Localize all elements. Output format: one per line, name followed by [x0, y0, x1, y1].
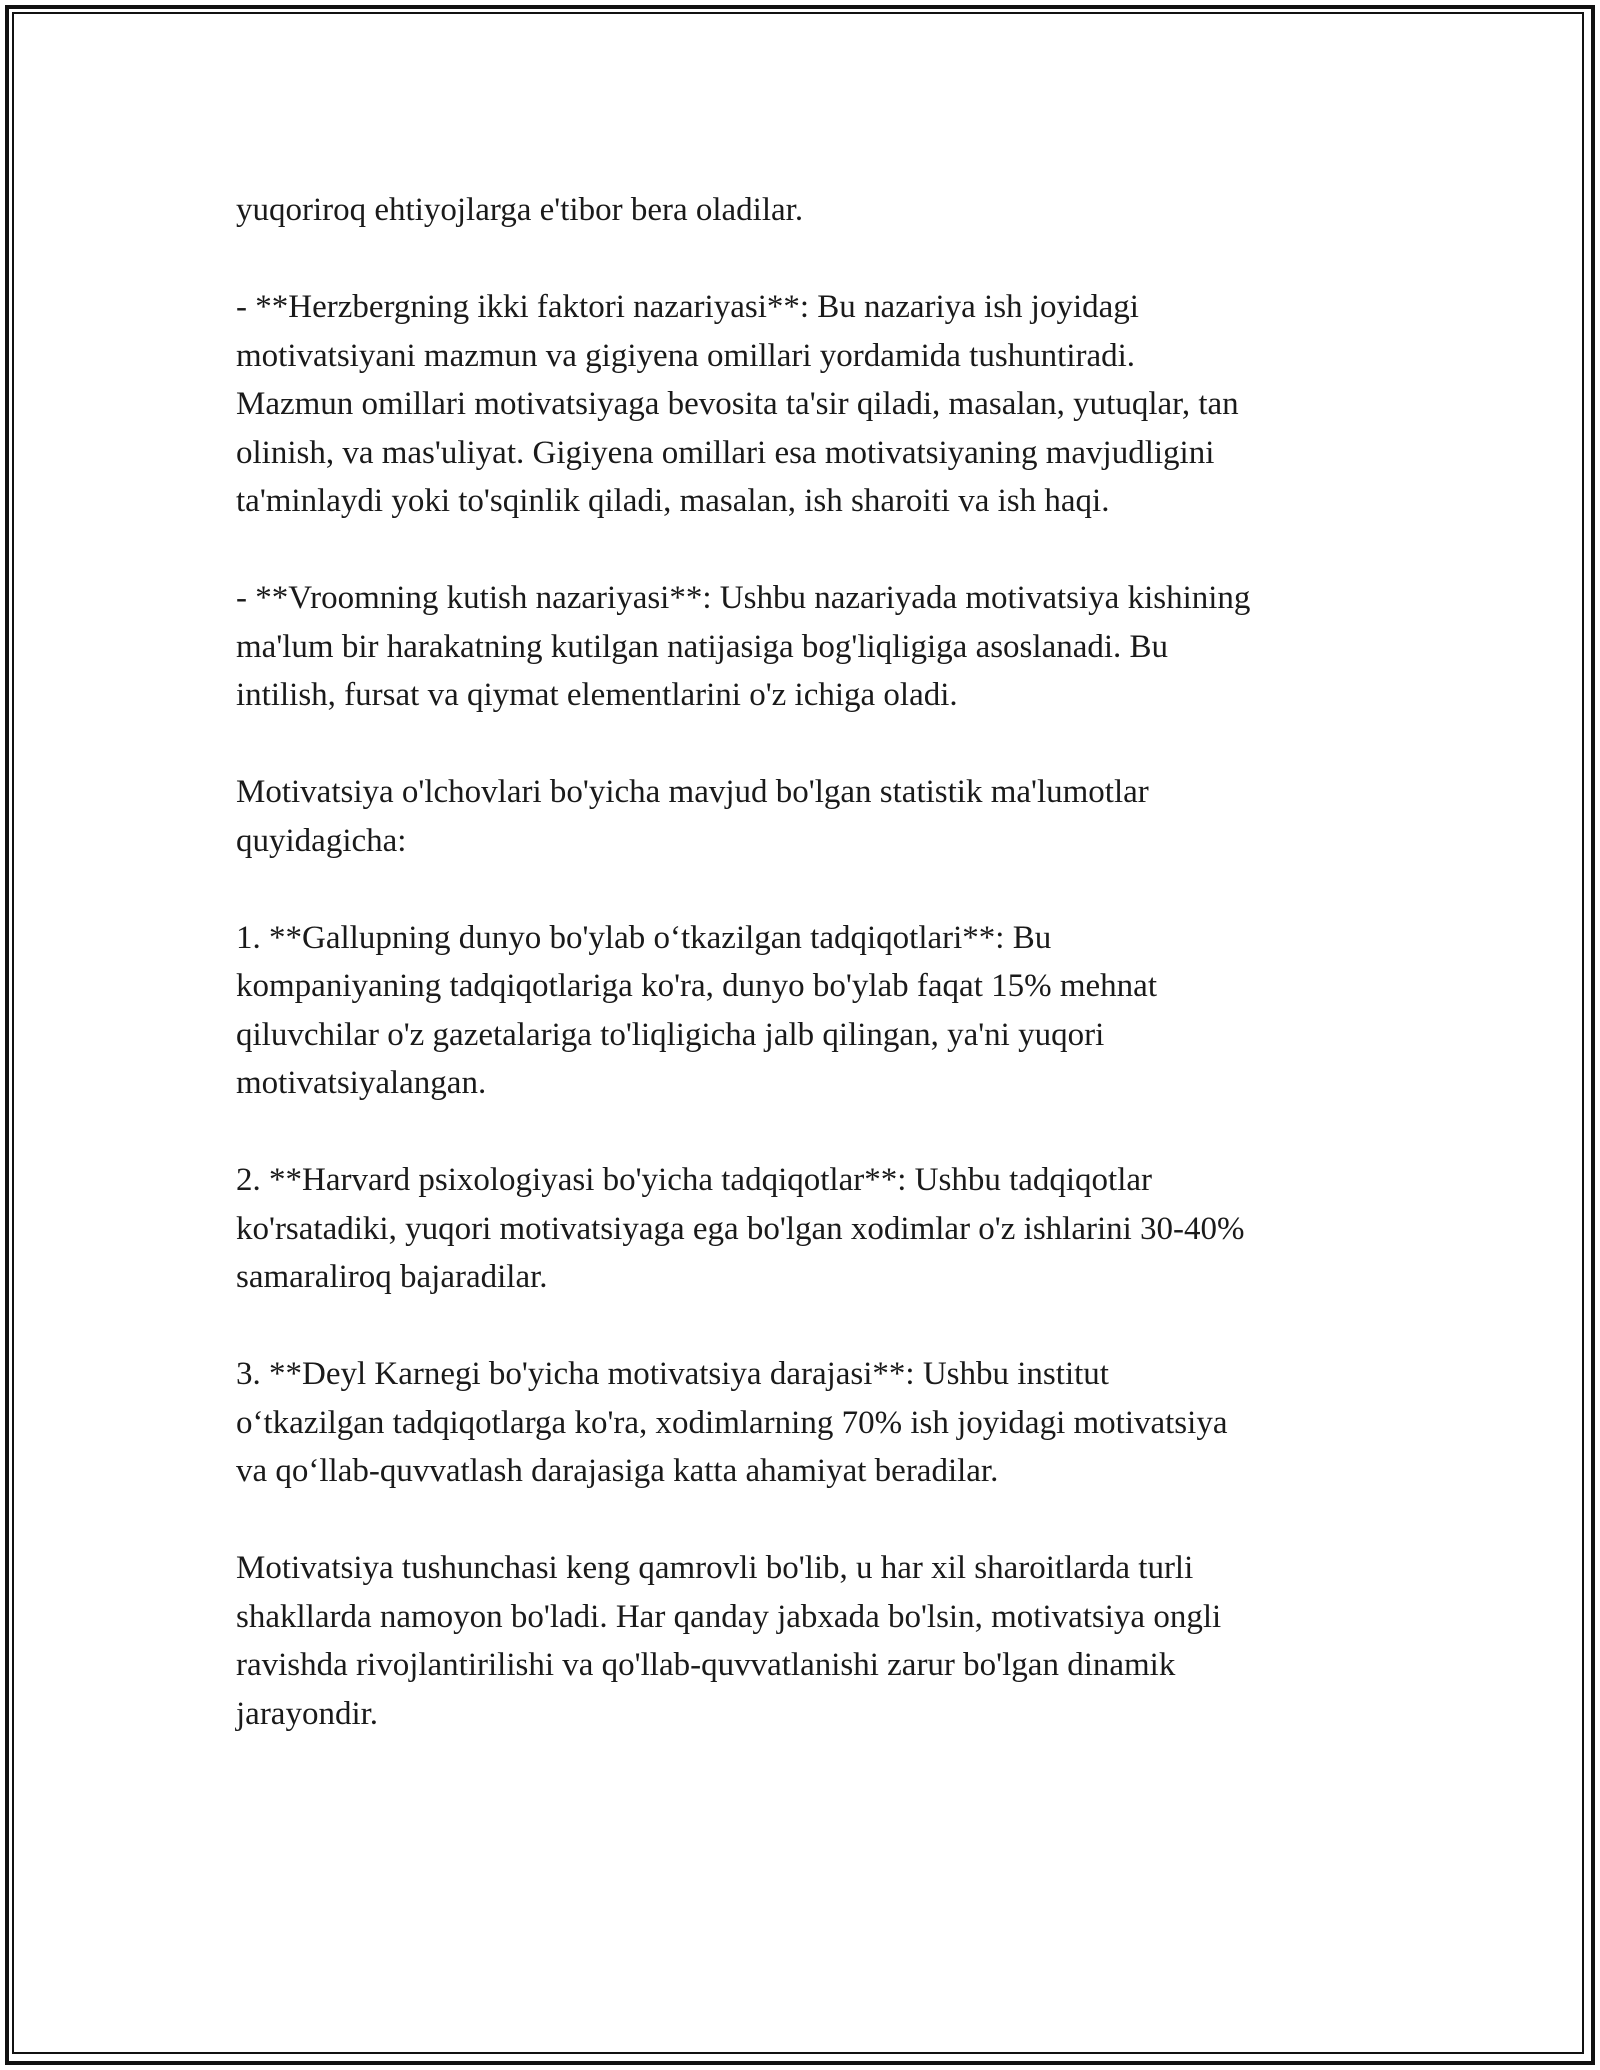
text-line: quyidagicha:: [236, 822, 407, 859]
text-line: Mazmun omillari motivatsiyaga bevosita ta'sir qiladi, masalan, yutuqlar, tan: [236, 386, 1239, 422]
document-body: [236, 186, 1376, 1738]
text-line: kompaniyaning tadqiqotlariga ko'ra, dunyo bo'ylab faqat 15% mehnat: [236, 968, 1157, 1004]
text-line: o‘tkazilgan tadqiqotlarga ko'ra, xodimlarning 70% ish joyidagi motivatsiya: [236, 1404, 1228, 1441]
text-line: 2. **Harvard psixologiyasi bo'yicha tadqiqotlar**: Ushbu tadqiqotlar: [236, 1162, 1153, 1198]
text-line: - **Herzbergning ikki faktori nazariyasi**: Bu nazariya ish joyidagi: [236, 289, 1139, 325]
text-line: yuqoriroq ehtiyojlarga e'tibor bera oladilar.: [236, 192, 804, 228]
text-line: shakllarda namoyon bo'ladi. Har qanday jabxada bo'lsin, motivatsiya ongli: [236, 1598, 1222, 1635]
text-line: 1. **Gallupning dunyo bo'ylab o‘tkazilgan tadqiqotlari**: Bu: [236, 919, 1052, 956]
list-item-gallup: [236, 914, 1376, 1108]
text-line: samaraliroq bajaradilar.: [236, 1259, 548, 1295]
list-item-harvard: [236, 1156, 1376, 1302]
text-line: ma'lum bir harakatning kutilgan natijasiga bog'liqligiga asoslanadi. Bu: [236, 628, 1169, 665]
text-line: 3. **Deyl Karnegi bo'yicha motivatsiya darajasi**: Ushbu institut: [236, 1356, 1109, 1392]
text-line: motivatsiyani mazmun va gigiyena omillari yordamida tushuntiradi.: [236, 337, 1136, 374]
paragraph-herzberg-theory: [236, 283, 1376, 526]
paragraph-statistics-intro: [236, 768, 1376, 865]
text-line: ravishda rivojlantirilishi va qo'llab-quvvatlanishi zarur bo'lgan dinamik: [236, 1647, 1176, 1683]
list-item-carnegie: [236, 1350, 1376, 1496]
text-line: Motivatsiya o'lchovlari bo'yicha mavjud bo'lgan statistik ma'lumotlar: [236, 774, 1149, 810]
text-line: va qo‘llab-quvvatlash darajasiga katta ahamiyat beradilar.: [236, 1453, 999, 1489]
text-line: Motivatsiya tushunchasi keng qamrovli bo'lib, u har xil sharoitlarda turli: [236, 1550, 1194, 1586]
text-line: qiluvchilar o'z gazetalariga to'liqligicha jalb qilingan, ya'ni yuqori: [236, 1016, 1105, 1053]
paragraph-vroom-theory: [236, 574, 1376, 720]
text-line: ta'minlaydi yoki to'sqinlik qiladi, masalan, ish sharoiti va ish haqi.: [236, 483, 1110, 519]
paragraph-conclusion: [236, 1544, 1376, 1738]
text-line: intilish, fursat va qiymat elementlarini o'z ichiga oladi.: [236, 677, 958, 713]
text-line: jarayondir.: [236, 1695, 379, 1732]
text-line: motivatsiyalangan.: [236, 1065, 487, 1101]
text-line: olinish, va mas'uliyat. Gigiyena omillari esa motivatsiyaning mavjudligini: [236, 434, 1215, 471]
text-line: - **Vroomning kutish nazariyasi**: Ushbu nazariyada motivatsiya kishining: [236, 580, 1251, 616]
text-line: ko'rsatadiki, yuqori motivatsiyaga ega bo'lgan xodimlar o'z ishlarini 30-40%: [236, 1210, 1245, 1247]
paragraph-continuation: [236, 186, 1376, 235]
